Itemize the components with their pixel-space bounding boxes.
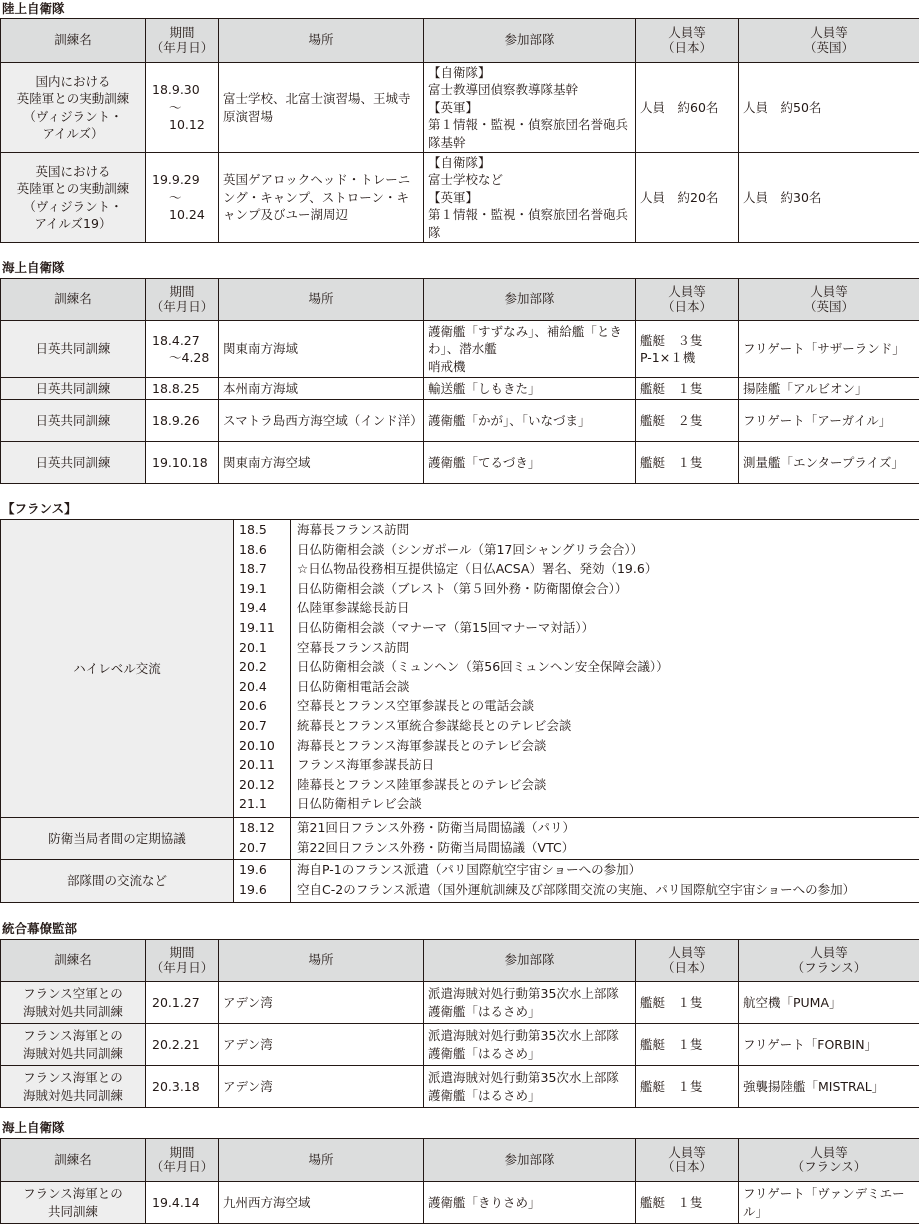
entry-text: 第21回日フランス外務・防衛当局間協議（パリ）	[297, 820, 576, 835]
entry-text: 空幕長とフランス空軍参謀長との電話会談	[297, 698, 535, 714]
training-name: フランス空軍との 海賊対処共同訓練	[1, 982, 146, 1024]
entry-text: 空幕長フランス訪問	[297, 639, 410, 655]
header-staff-jp: 人員等 （日本）	[636, 940, 739, 982]
training-name: 日英共同訓練	[1, 378, 146, 400]
training-place: アデン湾	[219, 1024, 424, 1066]
entry-text: 日仏防衛相会談（ブレスト（第５回外務・防衛閣僚会合））	[297, 580, 628, 596]
header-staff-other: 人員等 （英国）	[739, 279, 919, 321]
staff-jp: 人員 約60名	[636, 63, 739, 153]
staff-jp: 艦艇 １隻	[636, 1066, 739, 1108]
table-header-row	[1, 19, 919, 63]
entry-date: 21.1	[239, 796, 267, 812]
staff-other: フリゲート「アーガイル」	[739, 400, 919, 442]
header-period: 期間 （年月日）	[146, 279, 219, 321]
training-period: 18.9.26	[146, 400, 219, 442]
header-units: 参加部隊	[424, 19, 636, 63]
header-staff-other: 人員等 （フランス）	[739, 1139, 919, 1182]
entry-text: 日仏防衛相会談（マナーマ（第15回マナーマ対話））	[297, 619, 595, 635]
header-staff-jp: 人員等 （日本）	[636, 1139, 739, 1182]
entry-text: 日仏防衛相会談（ミュンヘン（第56回ミュンヘン安全保障会議））	[297, 659, 669, 675]
entry-text: 陸幕長とフランス陸軍参謀長とのテレビ会談	[297, 776, 547, 792]
group-dates	[234, 860, 291, 903]
entry-date: 20.2	[239, 659, 267, 675]
training-name: フランス海軍との 海賊対処共同訓練	[1, 1066, 146, 1108]
entry-text: 海幕長フランス訪問	[297, 522, 410, 537]
entry-date: 20.6	[239, 698, 267, 714]
group-dates	[234, 520, 291, 818]
entry-text: 海自P-1のフランス派遣（パリ国際航空宇宙ショーへの参加）	[297, 862, 642, 877]
header-name: 訓練名	[1, 279, 146, 321]
training-units: 輸送艦「しもきた」	[424, 378, 636, 400]
training-name: 国内における 英陸軍との実動訓練 （ヴィジラント・ アイルズ）	[1, 63, 146, 153]
table-row	[1, 153, 919, 243]
header-period: 期間 （年月日）	[146, 940, 219, 982]
table-row	[1, 1182, 919, 1224]
training-units: 派遣海賊対処行動第35次水上部隊 護衛艦「はるさめ」	[424, 982, 636, 1024]
staff-other: 強襲揚陸艦「MISTRAL」	[739, 1066, 919, 1108]
training-name: 英国における 英陸軍との実動訓練 （ヴィジラント・ アイルズ19）	[1, 153, 146, 243]
group-label-high-level: ハイレベル交流	[1, 520, 234, 818]
header-units: 参加部隊	[424, 940, 636, 982]
msdf-uk-table	[0, 278, 919, 484]
entry-text: 日仏防衛相テレビ会談	[297, 796, 422, 812]
exchange-group	[1, 520, 919, 818]
table-header-row	[1, 940, 919, 982]
entry-date: 18.6	[239, 541, 267, 557]
header-units: 参加部隊	[424, 279, 636, 321]
table-row	[1, 1066, 919, 1108]
training-units: 【自衛隊】 富士教導団偵察教導隊基幹 【英軍】 第１情報・監視・偵察旅団名誉砲兵隊基幹	[424, 63, 636, 153]
training-place: 英国ゲアロックヘッド・トレーニング・キャンプ、ストローン・キャンプ及びユー湖周辺	[219, 153, 424, 243]
training-place: 関東南方海域	[219, 321, 424, 378]
training-period: 20.2.21	[146, 1024, 219, 1066]
entry-text: ☆日仏物品役務相互提供協定（日仏ACSA）署名、発効（19.6）	[297, 561, 658, 577]
table-header-row	[1, 1139, 919, 1182]
training-units: 護衛艦「すずなみ」、補給艦「ときわ」、潜水艦 哨戒機	[424, 321, 636, 378]
entry-text: 日仏防衛相電話会談	[297, 678, 410, 694]
header-units: 参加部隊	[424, 1139, 636, 1182]
training-units: 護衛艦「てるづき」	[424, 442, 636, 484]
entry-date: 20.1	[239, 639, 267, 655]
section-title-msdf-fr: 海上自衛隊	[2, 1120, 65, 1135]
france-exchange-table	[0, 519, 919, 903]
table-row	[1, 442, 919, 484]
entry-date: 18.5	[239, 522, 267, 537]
header-place: 場所	[219, 1139, 424, 1182]
entry-date: 19.6	[239, 881, 267, 897]
staff-other: フリゲート「サザーランド」	[739, 321, 919, 378]
staff-other: 航空機「PUMA」	[739, 982, 919, 1024]
entry-date: 20.11	[239, 757, 275, 773]
header-place: 場所	[219, 279, 424, 321]
training-period: 18.8.25	[146, 378, 219, 400]
entry-date: 19.1	[239, 580, 267, 596]
group-label-defense-talks: 防衛当局者間の定期協議	[1, 818, 234, 860]
header-staff-jp: 人員等 （日本）	[636, 279, 739, 321]
training-place: アデン湾	[219, 982, 424, 1024]
staff-jp: 艦艇 １隻	[636, 378, 739, 400]
group-items	[291, 520, 919, 818]
entry-date: 19.11	[239, 619, 275, 635]
section-title-gsdf-uk: 陸上自衛隊	[2, 1, 65, 16]
group-items	[291, 860, 919, 903]
entry-text: 日仏防衛相会談（シンガポール（第17回シャングリラ会合））	[297, 541, 644, 557]
table-row	[1, 982, 919, 1024]
staff-jp: 艦艇 １隻	[636, 1182, 739, 1224]
staff-other: 人員 約50名	[739, 63, 919, 153]
training-period: 18.4.27 ～4.28	[146, 321, 219, 378]
entry-text: 海幕長とフランス海軍参謀長とのテレビ会談	[297, 737, 547, 753]
training-name: 日英共同訓練	[1, 442, 146, 484]
training-units: 派遣海賊対処行動第35次水上部隊 護衛艦「はるさめ」	[424, 1024, 636, 1066]
training-name: 日英共同訓練	[1, 321, 146, 378]
staff-jp: 艦艇 ３隻 P-1×１機	[636, 321, 739, 378]
training-period: 19.4.14	[146, 1182, 219, 1224]
table-row	[1, 400, 919, 442]
entry-date: 18.7	[239, 561, 267, 577]
training-place: 九州西方海空域	[219, 1182, 424, 1224]
entry-text: 統幕長とフランス軍統合参謀総長とのテレビ会談	[297, 717, 572, 733]
training-name: 日英共同訓練	[1, 400, 146, 442]
gsdf-uk-table	[0, 18, 919, 243]
group-label-unit-exchange: 部隊間の交流など	[1, 860, 234, 903]
entry-date: 20.4	[239, 678, 267, 694]
staff-jp: 艦艇 １隻	[636, 442, 739, 484]
entry-date: 20.7	[239, 839, 267, 855]
staff-other: フリゲート「ヴァンデミエール」	[739, 1182, 919, 1224]
training-place: スマトラ島西方海空域（インド洋）	[219, 400, 424, 442]
joint-fr-table	[0, 939, 919, 1108]
header-staff-other: 人員等 （フランス）	[739, 940, 919, 982]
staff-other: フリゲート「FORBIN」	[739, 1024, 919, 1066]
header-place: 場所	[219, 19, 424, 63]
header-name: 訓練名	[1, 19, 146, 63]
table-row	[1, 1024, 919, 1066]
training-units: 【自衛隊】 富士学校など 【英軍】 第１情報・監視・偵察旅団名誉砲兵隊	[424, 153, 636, 243]
staff-other: 測量艦「エンタープライズ」	[739, 442, 919, 484]
entry-date: 19.6	[239, 862, 267, 877]
training-period: 20.3.18	[146, 1066, 219, 1108]
entry-text: 第22回日フランス外務・防衛当局間協議（VTC）	[297, 839, 575, 855]
header-staff-jp: 人員等 （日本）	[636, 19, 739, 63]
training-name: フランス海軍との 海賊対処共同訓練	[1, 1024, 146, 1066]
staff-jp: 人員 約20名	[636, 153, 739, 243]
training-place: アデン湾	[219, 1066, 424, 1108]
training-units: 護衛艦「きりさめ」	[424, 1182, 636, 1224]
exchange-group	[1, 818, 919, 860]
table-row	[1, 321, 919, 378]
training-place: 本州南方海域	[219, 378, 424, 400]
training-period: 19.10.18	[146, 442, 219, 484]
entry-date: 20.7	[239, 717, 267, 733]
training-units: 派遣海賊対処行動第35次水上部隊 護衛艦「はるさめ」	[424, 1066, 636, 1108]
group-dates	[234, 818, 291, 860]
training-period: 19.9.29 ～10.24	[146, 153, 219, 243]
staff-other: 揚陸艦「アルビオン」	[739, 378, 919, 400]
header-period: 期間 （年月日）	[146, 19, 219, 63]
group-items	[291, 818, 919, 860]
entry-text: 空自C-2のフランス派遣（国外運航訓練及び部隊間交流の実施、パリ国際航空宇宙ショーへの参加）	[297, 881, 856, 897]
section-title-france: 【フランス】	[2, 501, 77, 516]
entry-date: 19.4	[239, 600, 267, 616]
staff-jp: 艦艇 １隻	[636, 1024, 739, 1066]
staff-jp: 艦艇 １隻	[636, 982, 739, 1024]
entry-date: 18.12	[239, 820, 275, 835]
table-row	[1, 378, 919, 400]
entry-text: 仏陸軍参謀総長訪日	[297, 600, 410, 616]
exchange-group	[1, 860, 919, 903]
training-period: 20.1.27	[146, 982, 219, 1024]
table-header-row	[1, 279, 919, 321]
staff-other: 人員 約30名	[739, 153, 919, 243]
table-row	[1, 63, 919, 153]
section-title-joint-staff: 統合幕僚監部	[2, 921, 78, 936]
header-period: 期間 （年月日）	[146, 1139, 219, 1182]
entry-text: フランス海軍参謀長訪日	[297, 757, 435, 773]
training-name: フランス海軍との 共同訓練	[1, 1182, 146, 1224]
header-name: 訓練名	[1, 940, 146, 982]
header-staff-other: 人員等 （英国）	[739, 19, 919, 63]
header-place: 場所	[219, 940, 424, 982]
staff-jp: 艦艇 ２隻	[636, 400, 739, 442]
section-title-msdf-uk: 海上自衛隊	[2, 260, 65, 275]
training-period: 18.9.30 ～10.12	[146, 63, 219, 153]
entry-date: 20.12	[239, 776, 275, 792]
training-place: 関東南方海空域	[219, 442, 424, 484]
header-name: 訓練名	[1, 1139, 146, 1182]
training-place: 富士学校、北富士演習場、王城寺原演習場	[219, 63, 424, 153]
training-units: 護衛艦「かが」、「いなづま」	[424, 400, 636, 442]
msdf-fr-table	[0, 1138, 919, 1224]
entry-date: 20.10	[239, 737, 275, 753]
